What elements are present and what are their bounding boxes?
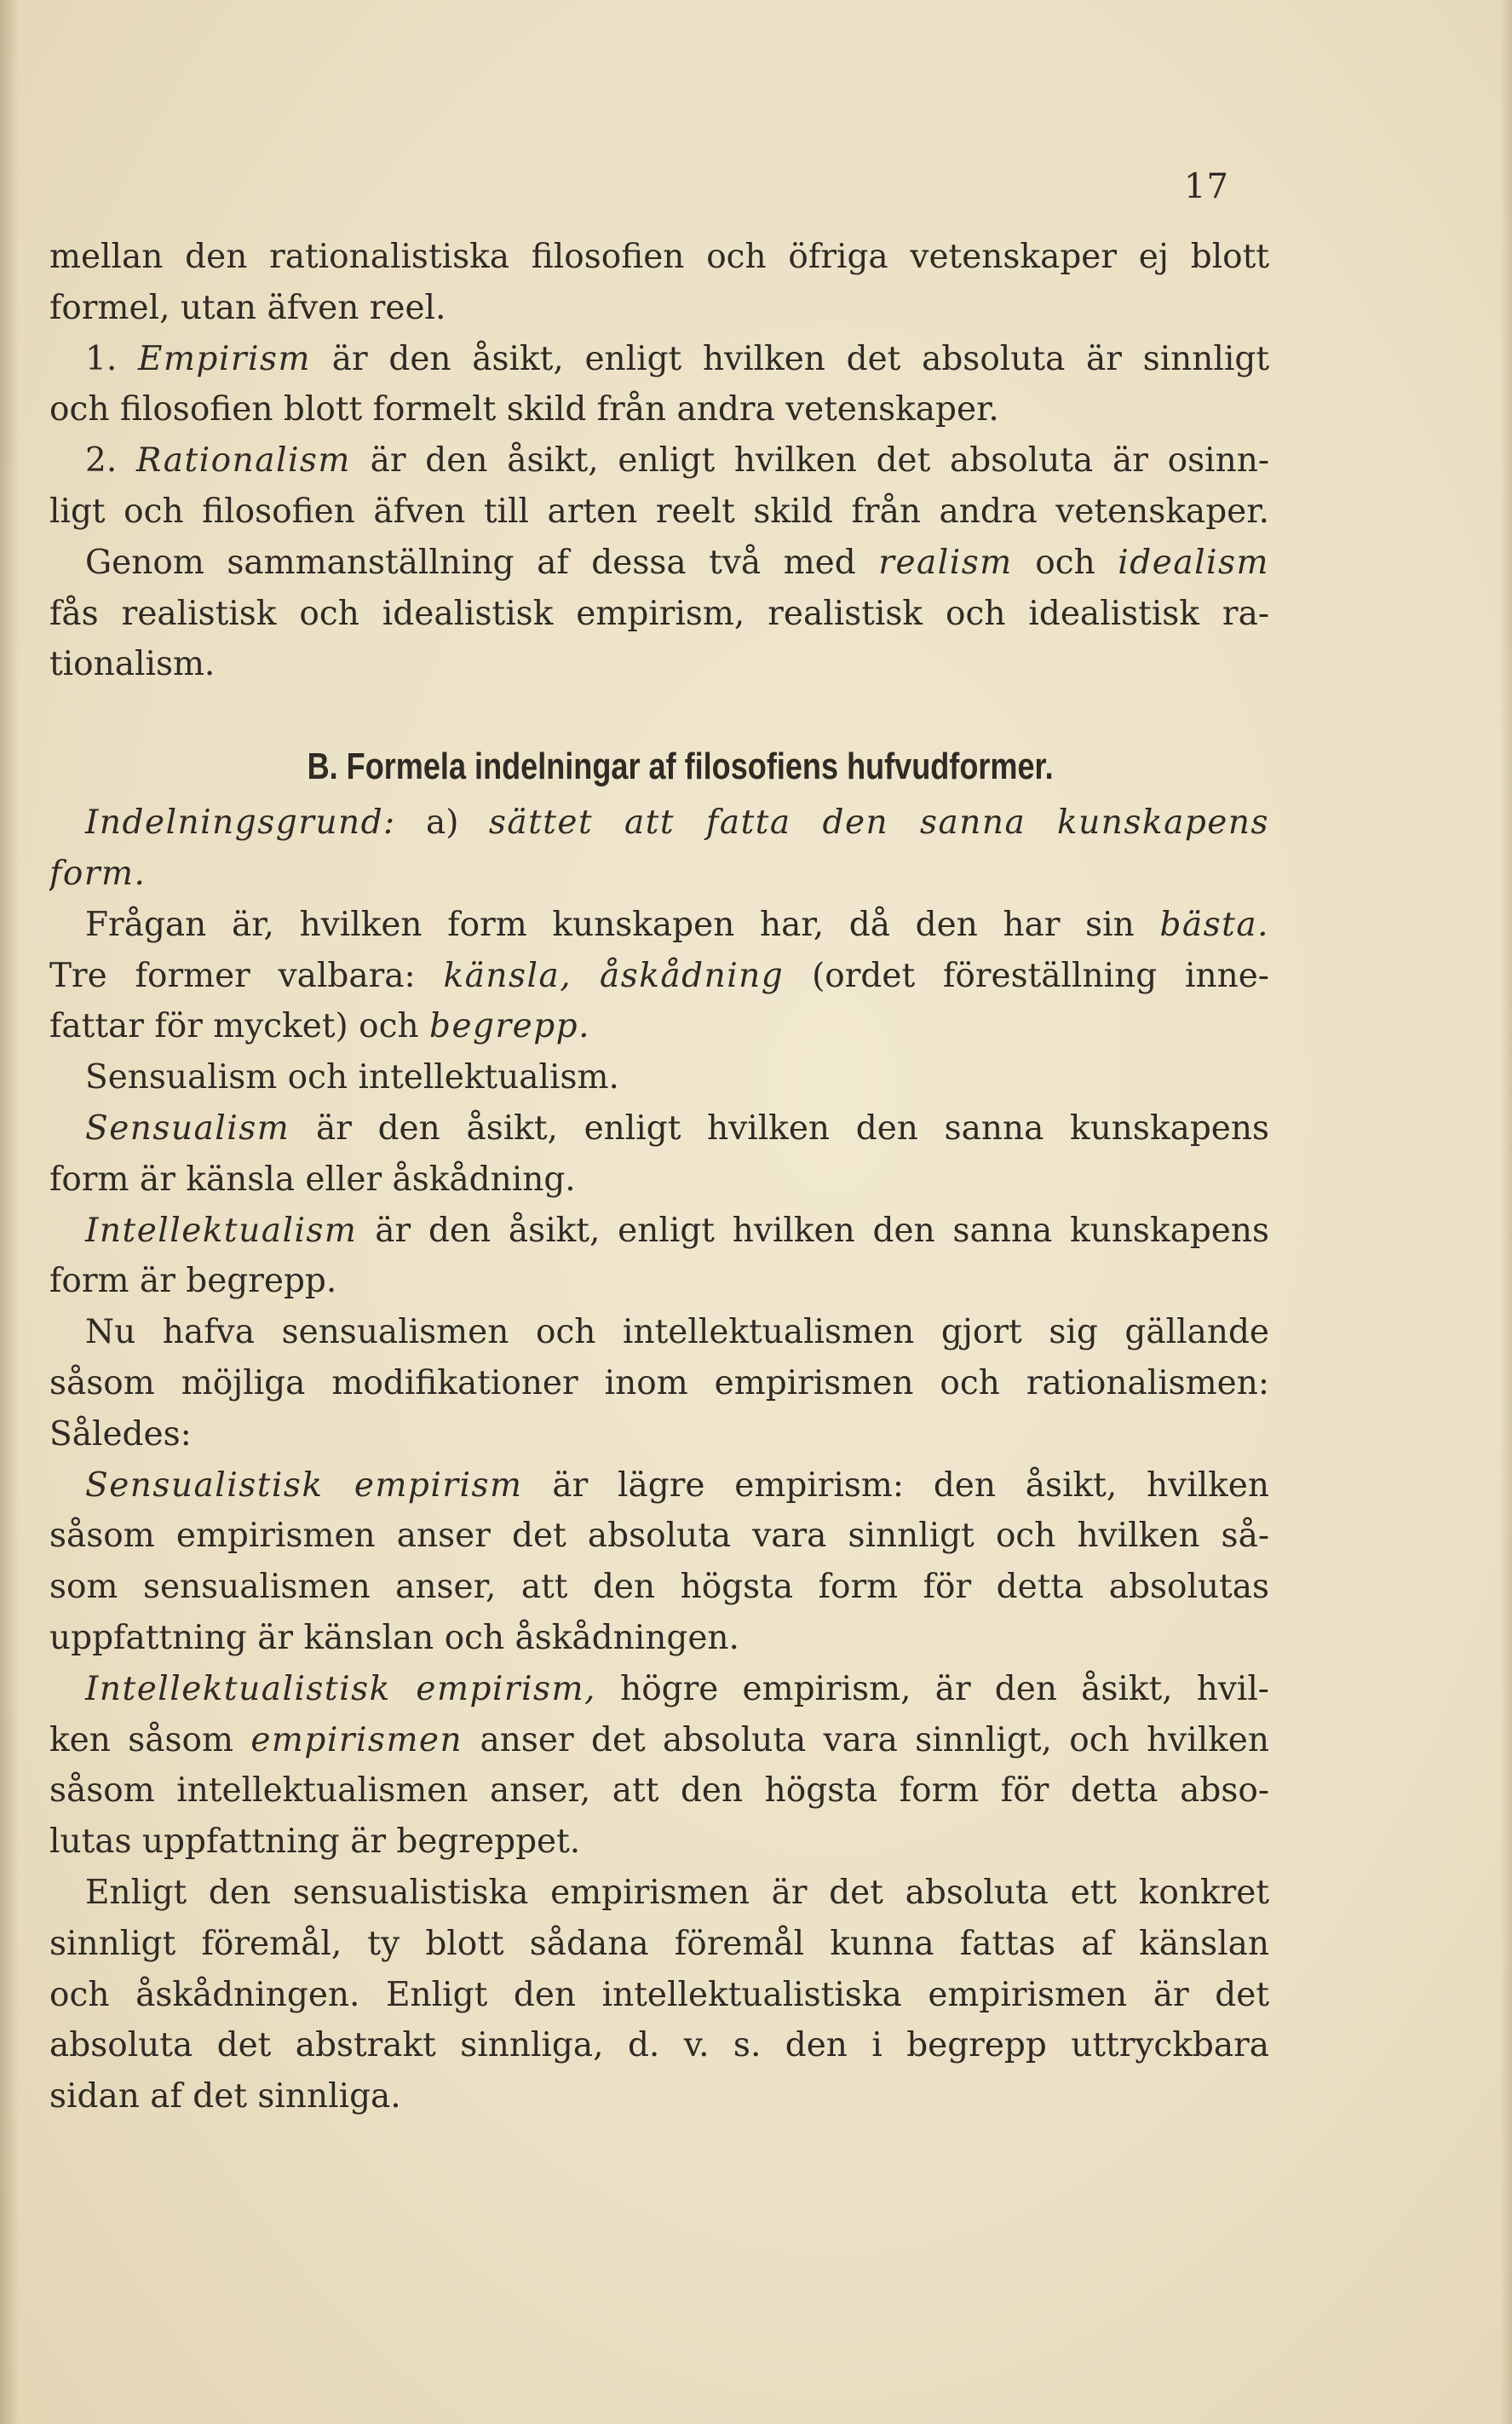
term-askadning: åskådning xyxy=(599,956,785,995)
text-span: Genom sammanställning af dessa två med xyxy=(85,543,856,582)
text-line xyxy=(49,1206,1269,1257)
text-line: uppfattning är känslan och åskådningen. xyxy=(49,1618,739,1657)
text-span: högre empirism, är den åsikt, hvil- xyxy=(620,1669,1269,1708)
term-rationalism: Rationalism xyxy=(135,441,351,481)
term-realism: realism xyxy=(878,543,1013,582)
text-span: (ordet föreställning inne- xyxy=(812,956,1269,995)
text-line xyxy=(49,1460,1269,1511)
text-line xyxy=(49,1664,1269,1715)
text-line: Således: xyxy=(49,1414,192,1454)
text-line: absoluta det abstrakt sinnliga, d. v. s. den i begrepp uttryckbara xyxy=(49,2026,1269,2065)
emphasis-span: form. xyxy=(49,854,147,893)
item-number: 1. xyxy=(85,339,118,378)
text-span: Frågan är, hvilken form kunskapen har, då den har sin xyxy=(85,905,1135,944)
term-empirismen: empirismen xyxy=(250,1720,463,1759)
text-line: såsom möjliga modifikationer inom empirismen och rationalismen: xyxy=(49,1363,1269,1402)
text-line: tionalism. xyxy=(49,645,216,684)
section-heading: B. Formela indelningar af filosofiens hufvudformer. xyxy=(307,746,1054,788)
emphasis-span: sättet att fatta den sanna kunskapens xyxy=(488,803,1269,843)
text-line: som sensualismen anser, att den högsta form för detta absolutas xyxy=(49,1568,1269,1607)
text-line: sinnligt föremål, ty blott sådana föremål kunna fattas af känslan xyxy=(49,1924,1269,1963)
text-line: sidan af det sinnliga. xyxy=(49,2077,401,2116)
term-indelningsgrund: Indelningsgrund: xyxy=(85,803,396,843)
text-span: a) xyxy=(426,803,459,843)
text-line: såsom empirismen anser det absoluta vara sinnligt och hvilken så- xyxy=(49,1517,1269,1556)
text-line xyxy=(49,849,1269,900)
text-line: form är begrepp. xyxy=(49,1262,337,1301)
text-line xyxy=(49,1103,1269,1154)
text-line: ligt och filosofien äfven till arten reelt skild från andra vetenskaper. xyxy=(49,492,1269,531)
term-kansla: känsla, xyxy=(443,956,572,995)
text-line xyxy=(49,951,1269,1002)
text-span: anser det absoluta vara sinnligt, och hvilken xyxy=(480,1720,1269,1759)
text-span: ken såsom xyxy=(49,1720,233,1759)
text-line: formel, utan äfven reel. xyxy=(49,288,446,327)
text-line: Enligt den sensualistiska empirismen är det absoluta ett konkret xyxy=(85,1873,1269,1912)
page-left-edge-shadow xyxy=(0,0,19,2424)
text-span: är den åsikt, enligt hvilken det absoluta är sinnligt xyxy=(331,339,1269,378)
text-line xyxy=(49,538,1269,589)
text-line xyxy=(49,900,1269,951)
text-line: Nu hafva sensualismen och intellektualismen gjort sig gällande xyxy=(85,1313,1269,1352)
term-intellektualistisk-empirism: Intellektualistisk empirism, xyxy=(85,1669,596,1708)
text-span: är den åsikt, enligt hvilken den sanna kunskapens xyxy=(315,1108,1269,1148)
text-line xyxy=(49,797,1269,849)
page-number: 17 xyxy=(1184,167,1229,206)
term-sensualism: Sensualism xyxy=(85,1108,290,1148)
page-body xyxy=(49,232,1269,2122)
page-right-edge-shadow xyxy=(1500,0,1512,2424)
text-line xyxy=(49,1001,1269,1052)
text-line: lutas uppfattning är begreppet. xyxy=(49,1822,581,1862)
text-line: fås realistisk och idealistisk empirism, realistisk och idealistisk ra- xyxy=(49,594,1269,633)
term-empirism: Empirism xyxy=(137,339,311,378)
term-basta: bästa. xyxy=(1159,905,1269,944)
text-span: är den åsikt, enligt hvilken det absoluta är osinn- xyxy=(370,441,1269,481)
text-line: och filosofien blott formelt skild från andra vetenskaper. xyxy=(49,390,999,429)
term-intellektualism: Intellektualism xyxy=(85,1211,358,1250)
item-number: 2. xyxy=(85,441,118,481)
text-line: såsom intellektualismen anser, att den högsta form för detta abso- xyxy=(49,1771,1269,1811)
text-span: fattar för mycket) och xyxy=(49,1007,419,1046)
text-line xyxy=(49,1715,1269,1766)
text-line: Sensualism och intellektualism. xyxy=(85,1058,619,1097)
text-span: är den åsikt, enligt hvilken den sanna kunskapens xyxy=(375,1211,1269,1250)
text-line-rationalism xyxy=(49,435,1269,487)
text-line-empirism xyxy=(49,334,1269,385)
text-span: Tre former valbara: xyxy=(49,956,416,995)
text-line: och åskådningen. Enligt den intellektualistiska empirismen är det xyxy=(49,1975,1269,2014)
term-idealism: idealism xyxy=(1118,543,1269,582)
text-line: form är känsla eller åskådning. xyxy=(49,1160,576,1199)
term-sensualistisk-empirism: Sensualistisk empirism xyxy=(85,1465,523,1505)
text-line: mellan den rationalistiska filosofien och öfriga vetenskaper ej blott xyxy=(49,238,1269,276)
term-begrepp: begrepp. xyxy=(428,1007,591,1046)
text-span: och xyxy=(1035,543,1095,582)
text-span: är lägre empirism: den åsikt, hvilken xyxy=(552,1465,1269,1505)
